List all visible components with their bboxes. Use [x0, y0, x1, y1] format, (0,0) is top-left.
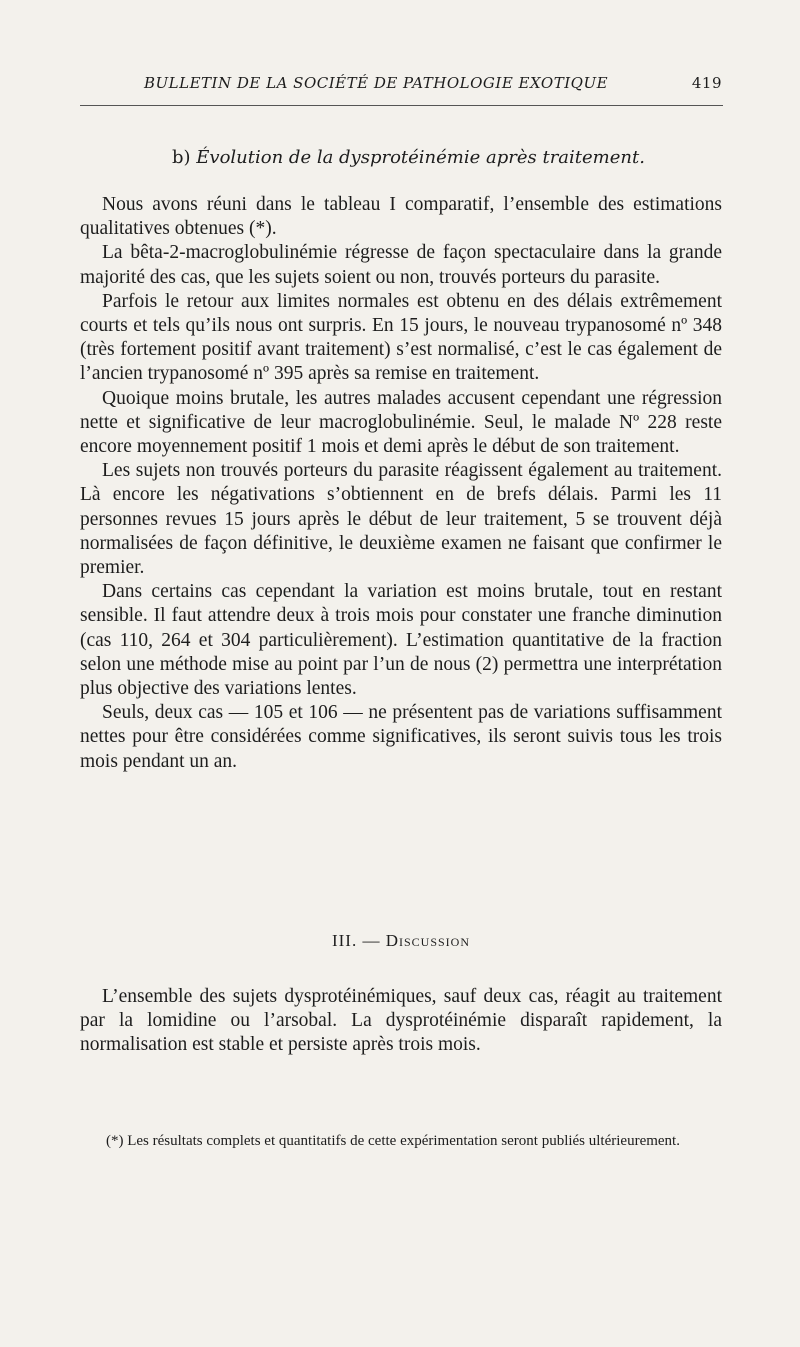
- subsection-title: Évolution de la dysprotéinémie après traitement.: [196, 147, 645, 168]
- paragraph: Quoique moins brutale, les autres malades accusent cependant une régression nette et significative de leur macroglobulinémie. Seul, le malade Nº 228 reste encore moyennement positif 1 mois et demi après le début de son traitement.: [80, 387, 722, 458]
- header-rule: [80, 105, 723, 106]
- footnote: [80, 1130, 722, 1152]
- subsection-heading: [172, 147, 645, 168]
- paragraph: Seuls, deux cas — 105 et 106 — ne présentent pas de variations suffisamment nettes pour être considérées comme significatives, ils seront suivis tous les trois mois pendant un an.: [80, 702, 722, 772]
- subsection-marker: b): [172, 147, 191, 168]
- paragraph: Dans certains cas cependant la variation est moins brutale, tout en restant sensible. Il faut attendre deux à trois mois pour constater une franche diminution (cas 110, 264 et 304 particulièrement). L’estimation quantitative de la fraction selon une méthode mise au point par l’un de nous (2) permettra une interprétation plus objective des variations lentes.: [80, 581, 722, 700]
- paragraph: L’ensemble des sujets dysprotéinémiques, sauf deux cas, réagit au traitement par la lomidine ou l’arsobal. La dysprotéinémie disparaît rapidement, la normalisation est stable et persiste après trois mois.: [80, 986, 722, 1056]
- paragraph: Nous avons réuni dans le tableau I comparatif, l’ensemble des estimations qualitatives obtenues (*).: [80, 194, 722, 240]
- journal-title: BULLETIN DE LA SOCIÉTÉ DE PATHOLOGIE EXOTIQUE: [144, 74, 609, 92]
- paragraph: La bêta-2-macroglobulinémie régresse de façon spectaculaire dans la grande majorité des cas, que les sujets soient ou non, trouvés porteurs du parasite.: [80, 242, 722, 288]
- paragraph: Parfois le retour aux limites normales est obtenu en des délais extrêmement courts et tels qu’ils nous ont surpris. En 15 jours, le nouveau trypanosomé nº 348 (très fortement positif avant traitement) s’est normalisé, c’est le cas également de l’ancien trypanosomé nº 395 après sa remise en traitement.: [80, 290, 722, 385]
- running-header: [80, 72, 722, 96]
- footnote-text: (*) Les résultats complets et quantitatifs de cette expérimentation seront publiés ultérieurement.: [106, 1133, 680, 1149]
- section-heading: III. — Discussion: [331, 931, 471, 950]
- body-text: [80, 193, 722, 774]
- paragraph: Les sujets non trouvés porteurs du parasite réagissent également au traitement. Là encore les négativations s’obtiennent en de brefs délais. Parmi les 11 personnes revues 15 jours après le début de leur traitement, 5 se trouvent déjà normalisées de façon définitive, le deuxième examen ne faisant que confirmer le premier.: [80, 460, 722, 579]
- discussion-text: [80, 985, 722, 1058]
- page-number: 419: [691, 74, 722, 92]
